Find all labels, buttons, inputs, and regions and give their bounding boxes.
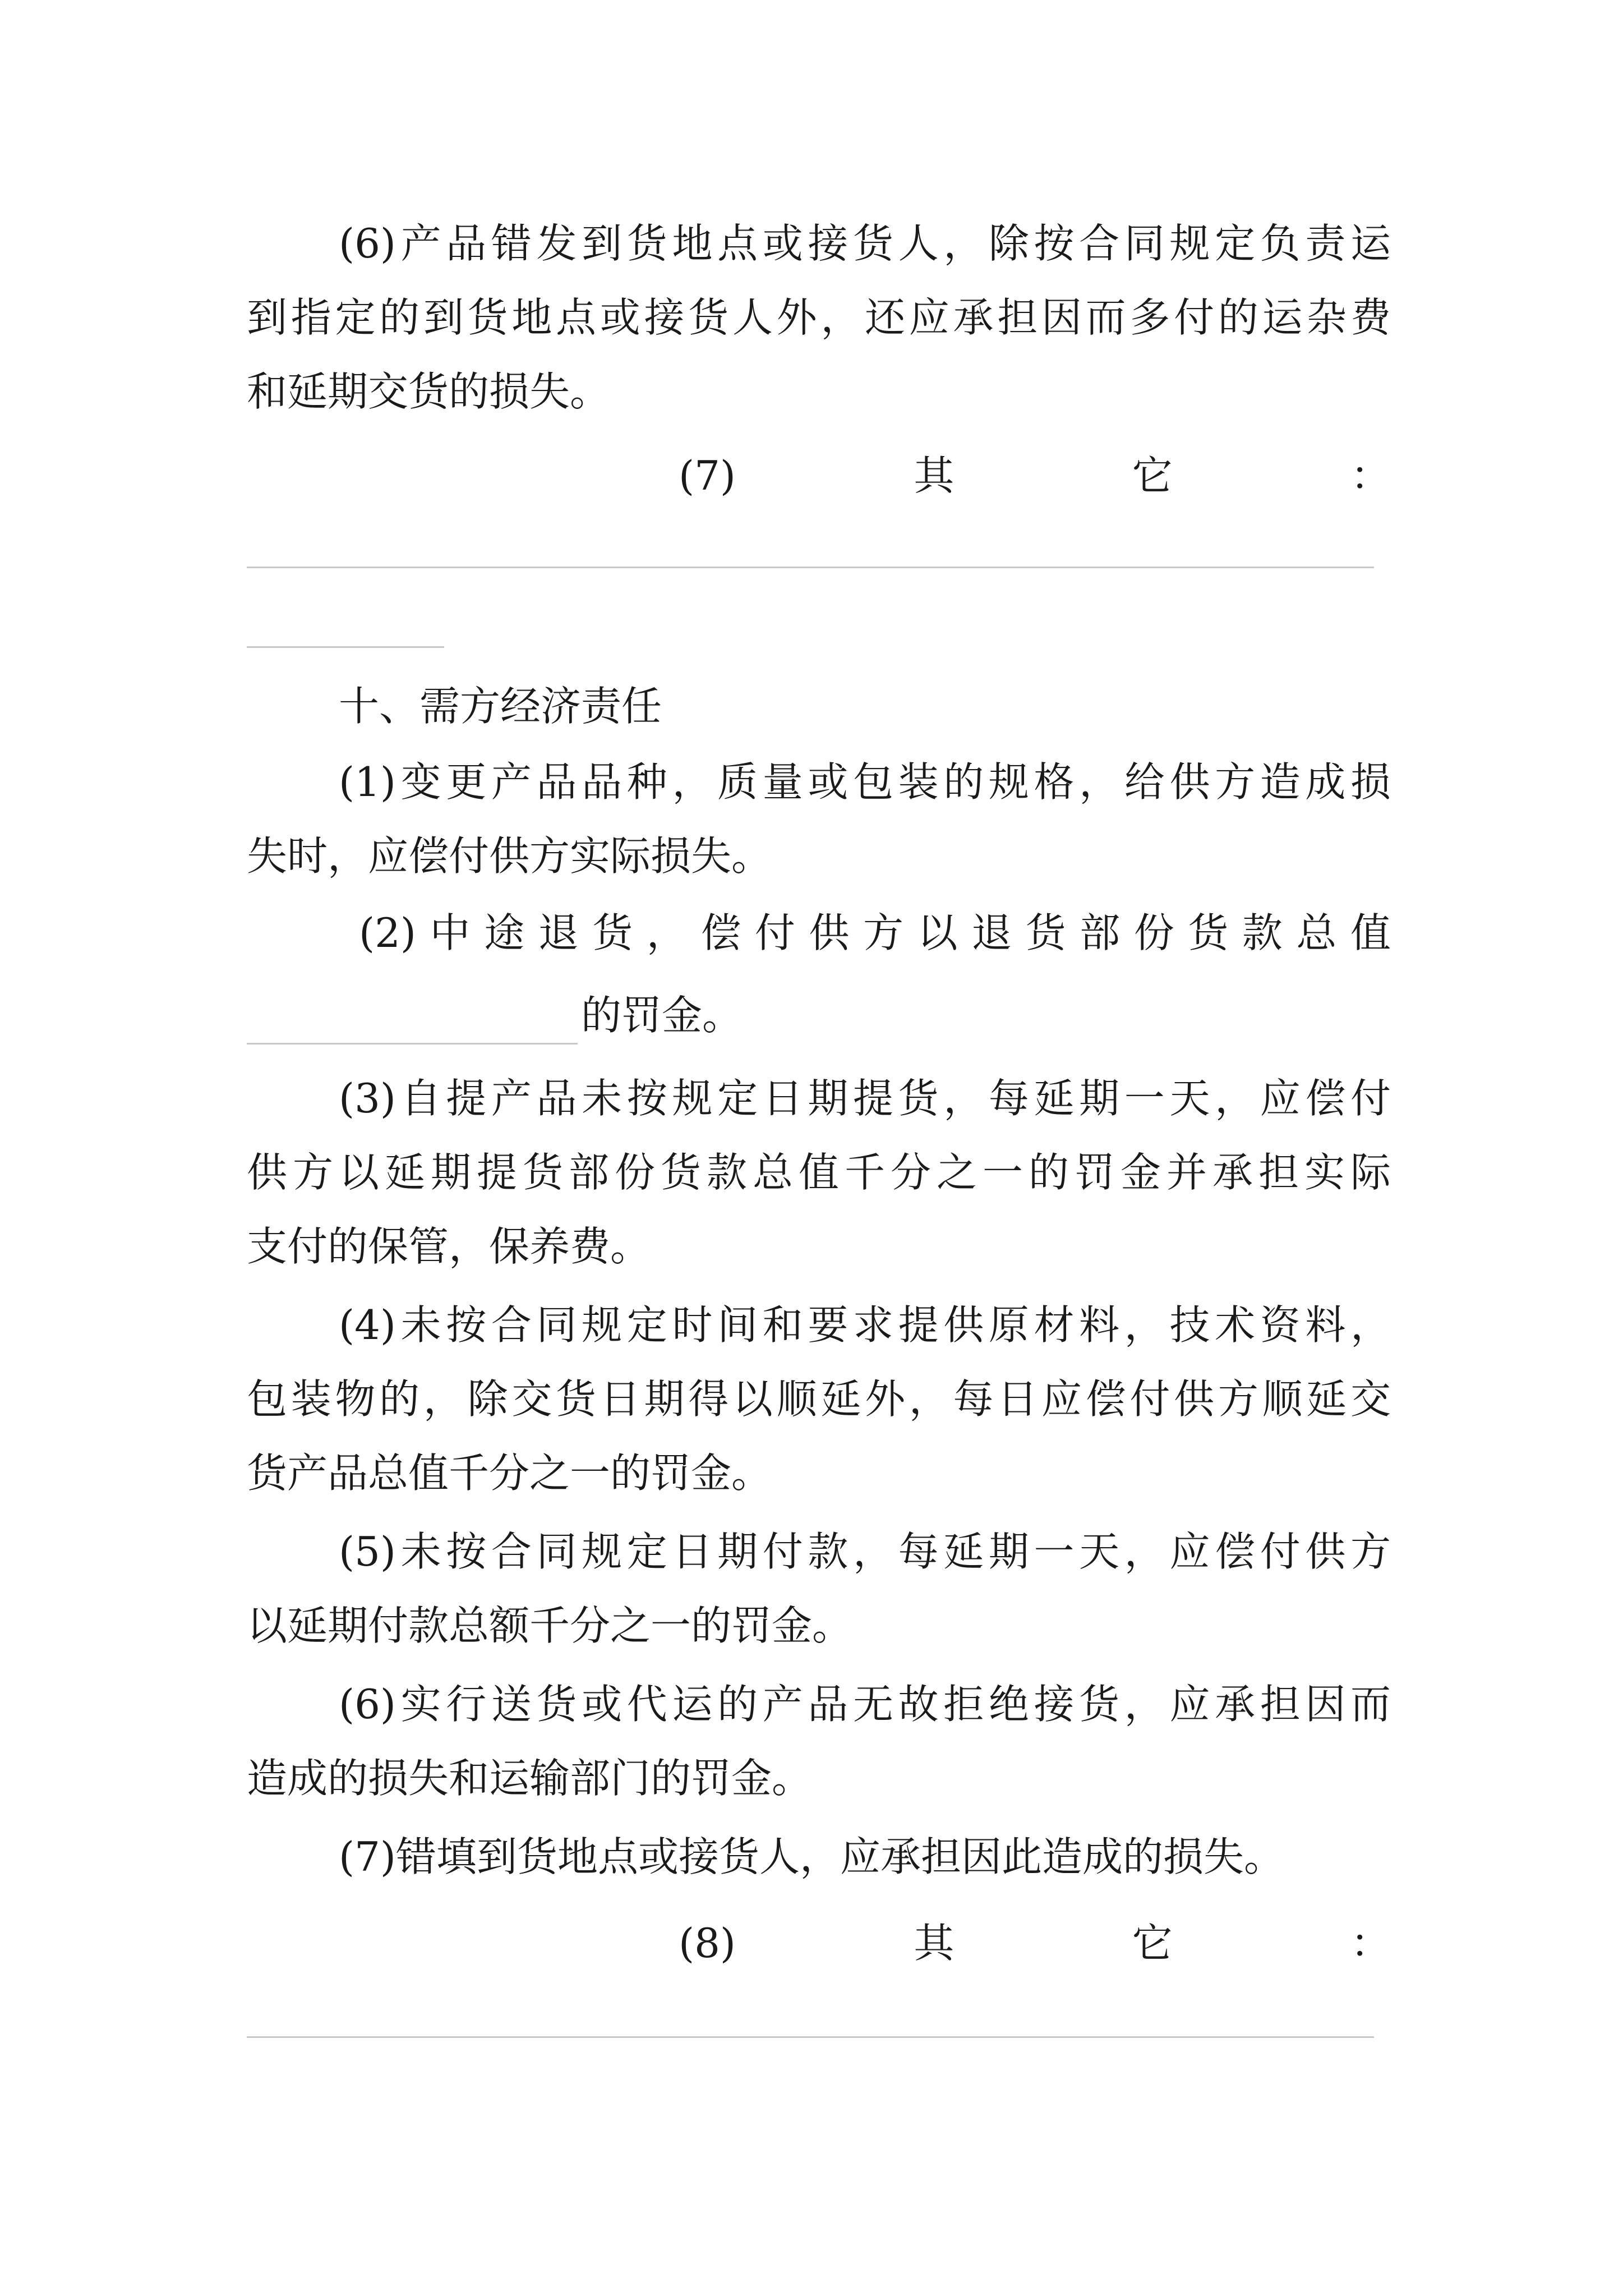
- prev-item7-char2: 它: [1132, 452, 1173, 499]
- prev-item7-colon: ：: [1350, 452, 1391, 499]
- item8-char2: 它: [1132, 1920, 1173, 1967]
- prev-item7-char1: 其: [914, 452, 955, 499]
- item4-line1: (4)未按合同规定时间和要求提供原材料，技术资料，: [339, 1301, 1391, 1349]
- item6-line1: (6)实行送货或代运的产品无故拒绝接货，应承担因而: [339, 1681, 1391, 1728]
- prev-item7-fill-line-1: [247, 567, 1374, 568]
- item3-line2: 供方以延期提货部份货款总值千分之一的罚金并承担实际: [247, 1149, 1391, 1196]
- prev-item6-line1: (6)产品错发到货地点或接货人，除按合同规定负责运: [339, 220, 1391, 267]
- prev-item7-other: [679, 439, 1391, 513]
- item4-line3: 货产品总值千分之一的罚金。: [247, 1450, 772, 1497]
- item3-line3: 支付的保管，保养费。: [247, 1223, 651, 1270]
- item5-line1: (5)未按合同规定日期付款，每延期一天，应偿付供方: [339, 1528, 1391, 1575]
- item5-line2: 以延期付款总额千分之一的罚金。: [247, 1602, 853, 1649]
- item6-line2: 造成的损失和运输部门的罚金。: [247, 1755, 813, 1802]
- section10-heading: 十、需方经济责任: [339, 683, 662, 730]
- item8-char1: 其: [914, 1920, 955, 1967]
- item8-other: [679, 1906, 1391, 1980]
- item2-fill-line: [247, 1043, 578, 1045]
- item1-line2: 失时，应偿付供方实际损失。: [247, 832, 772, 880]
- item2-line2: 的罚金。: [581, 992, 743, 1039]
- item4-line2: 包装物的，除交货日期得以顺延外，每日应偿付供方顺延交: [247, 1375, 1391, 1423]
- prev-item6-line3: 和延期交货的损失。: [247, 368, 611, 415]
- prev-item7-fill-line-2: [247, 646, 444, 648]
- item2-line1: (2)中途退货，偿付供方以退货部份货款总值: [359, 909, 1391, 956]
- item7-line1: (7)错填到货地点或接货人，应承担因此造成的损失。: [339, 1833, 1284, 1880]
- item8-fill-line: [247, 2036, 1374, 2038]
- item8-number: (8): [679, 1920, 736, 1967]
- prev-item7-number: (7): [679, 452, 736, 499]
- item1-line1: (1)变更产品品种，质量或包装的规格，给供方造成损: [339, 758, 1391, 806]
- prev-item6-line2: 到指定的到货地点或接货人外，还应承担因而多付的运杂费: [247, 294, 1391, 341]
- item3-line1: (3)自提产品未按规定日期提货，每延期一天，应偿付: [339, 1075, 1391, 1122]
- item8-colon: ：: [1350, 1920, 1391, 1967]
